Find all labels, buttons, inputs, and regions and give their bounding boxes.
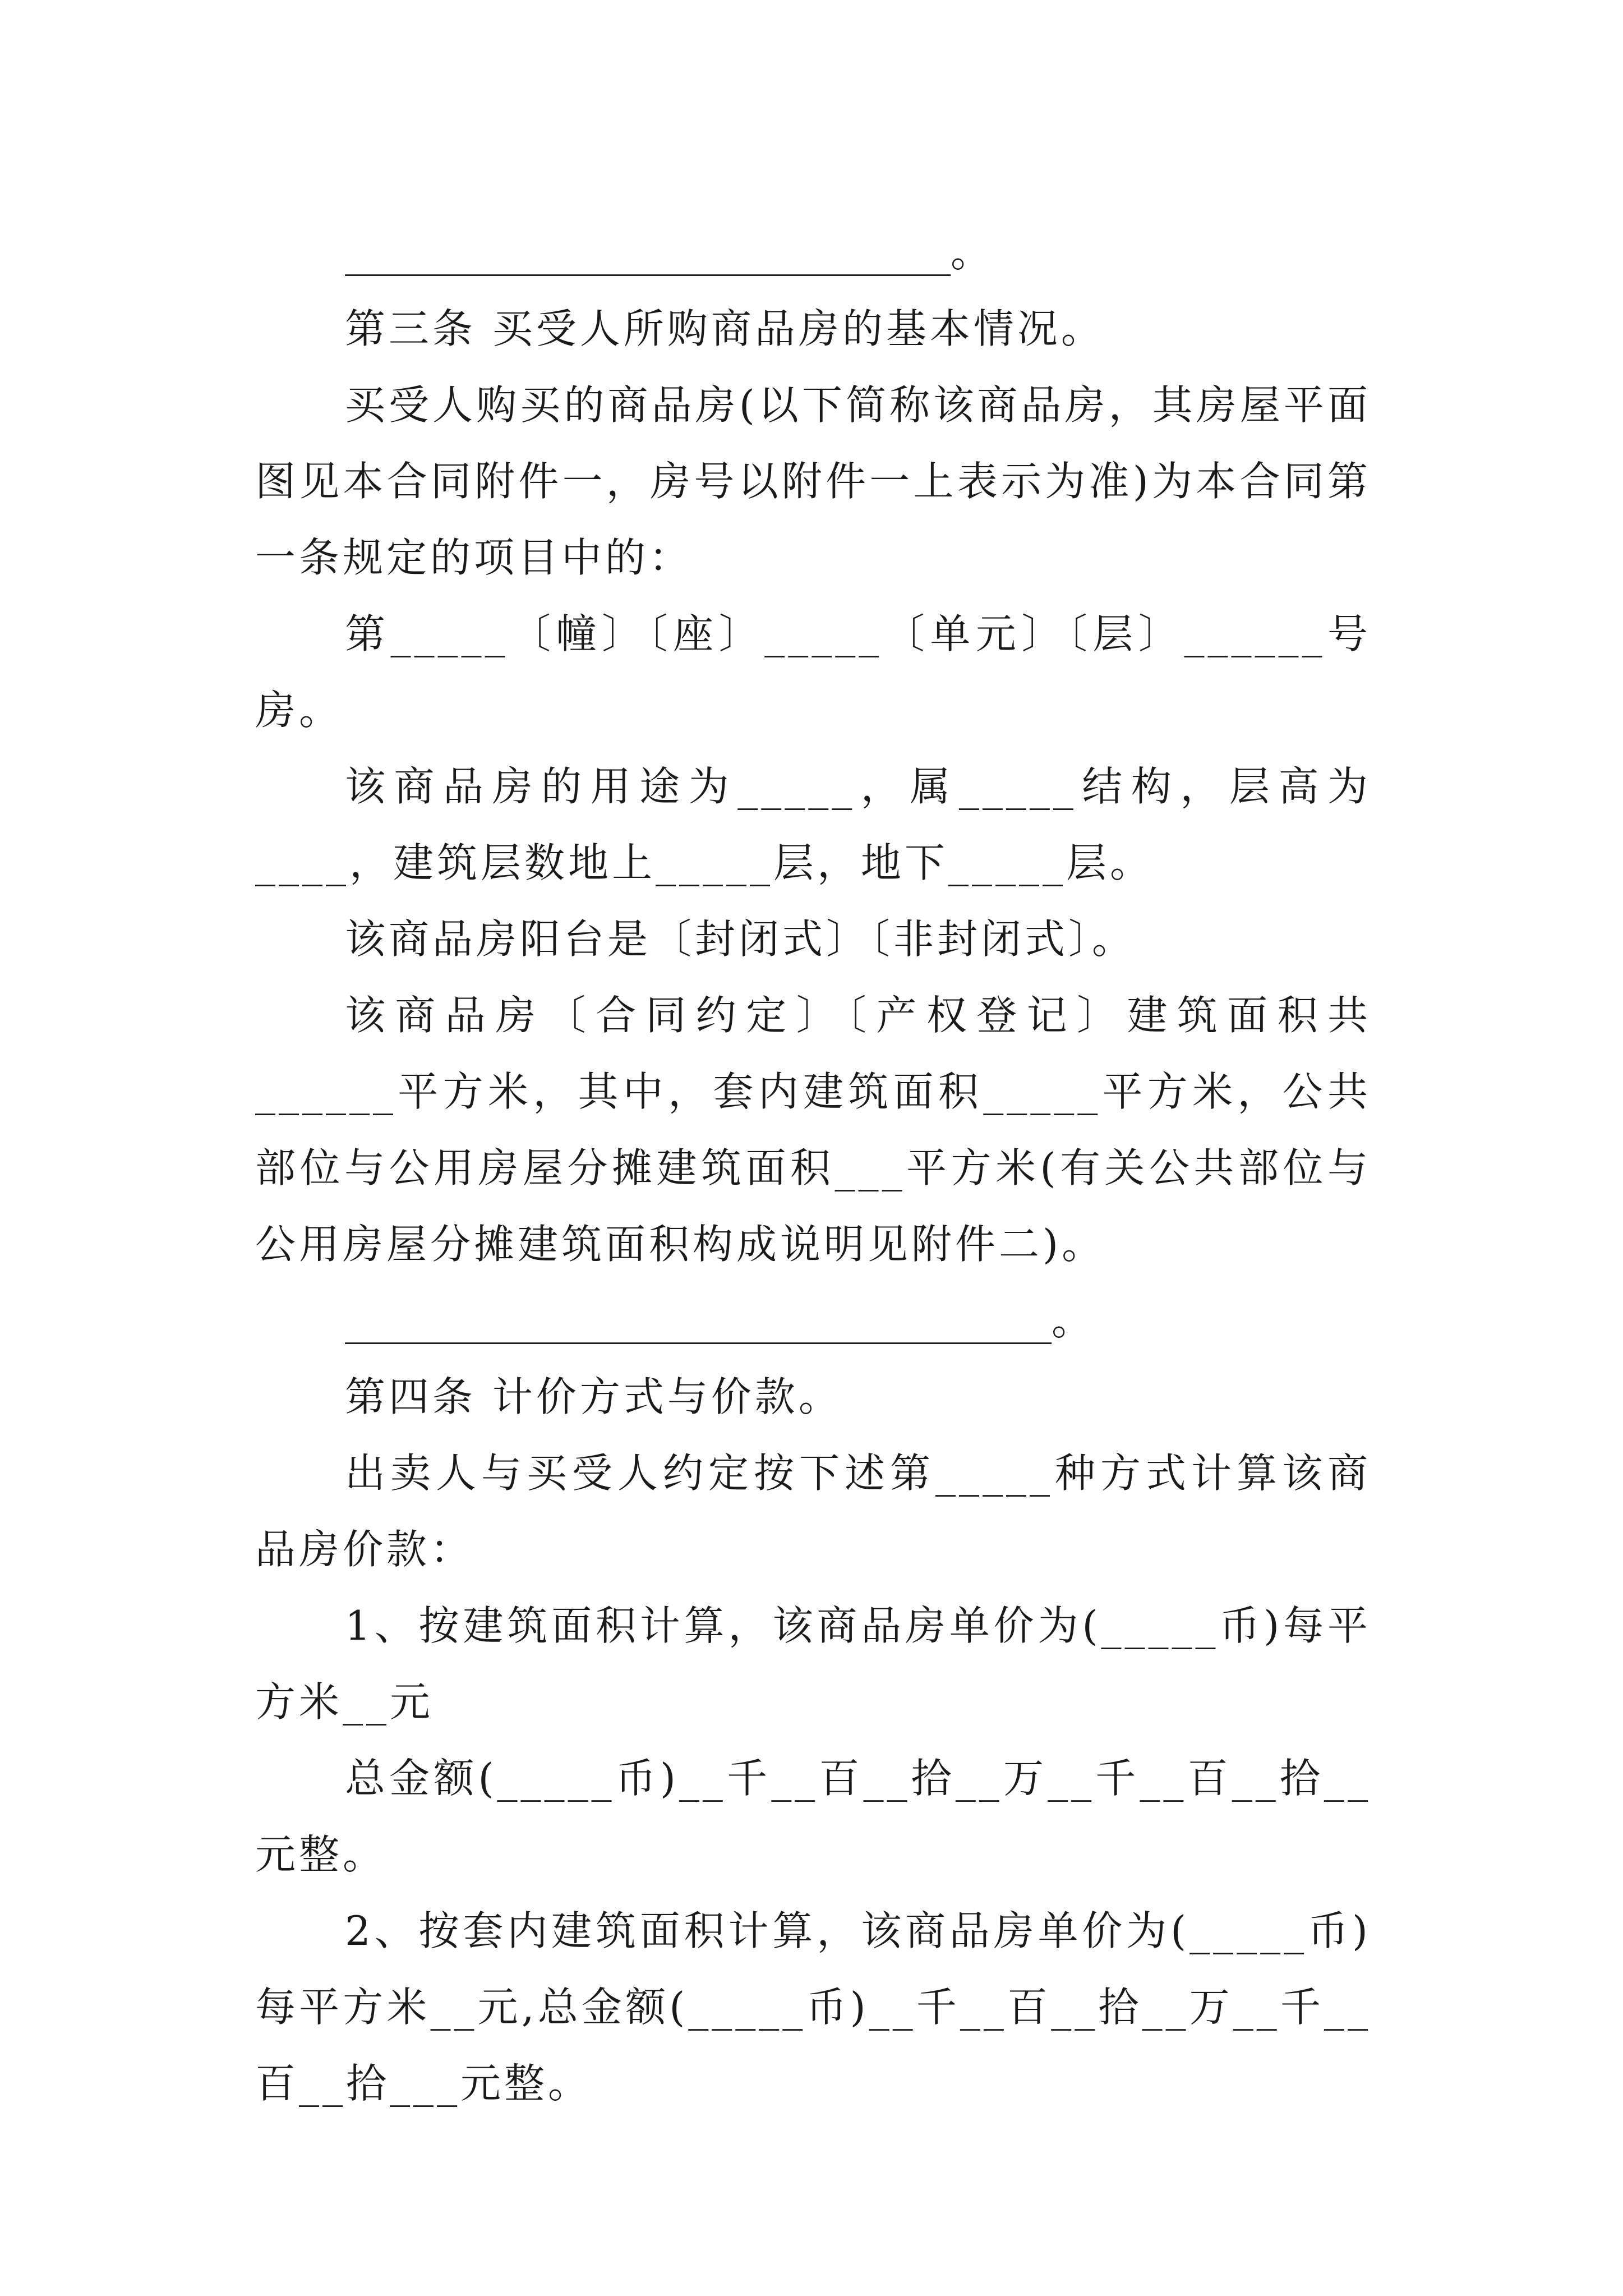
- article-3-balcony: 该商品房阳台是〔封闭式〕〔非封闭式〕。: [345, 915, 1136, 963]
- article-3-heading: 第三条 买受人所购商品房的基本情况。: [345, 305, 1105, 352]
- fill-in-line-top: ______________________________。: [345, 229, 991, 276]
- article-4-method: 出卖人与买受人约定按下述第_____种方式计算该商品房价款：: [255, 1450, 1371, 1573]
- article-4-option-1-total: 总金额(_____币)__千__百__拾__万__千__百__拾__元整。: [255, 1755, 1371, 1878]
- fill-in-line-middle: ___________________________________。: [345, 1297, 1092, 1344]
- article-3-paragraph-1: 买受人购买的商品房(以下简称该商品房，其房屋平面图见本合同附件一，房号以附件一上表示为准)为本合同第一条规定的项目中的：: [255, 381, 1371, 581]
- article-3-room-number: 第_____〔幢〕〔座〕_____〔单元〕〔层〕______号房。: [255, 610, 1371, 734]
- article-4-option-2: 2、按套内建筑面积计算，该商品房单价为(_____币)每平方米__元,总金额(_____币)__千__百__拾__万__千__百__拾___元整。: [255, 1907, 1371, 2107]
- article-4-option-1-unit-price: 1、按建筑面积计算，该商品房单价为(_____币)每平方米__元: [255, 1602, 1371, 1726]
- document-body: [255, 214, 1371, 2122]
- article-4-heading: 第四条 计价方式与价款。: [345, 1373, 842, 1420]
- article-3-usage-structure: 该商品房的用途为_____，属_____结构，层高为____，建筑层数地上_____层，地下_____层。: [255, 763, 1371, 886]
- article-3-area: 该商品房〔合同约定〕〔产权登记〕建筑面积共______平方米，其中，套内建筑面积_____平方米，公共部位与公用房屋分摊建筑面积___平方米(有关公共部位与公用房屋分摊建筑面积构成说明见附件二)。: [255, 992, 1371, 1268]
